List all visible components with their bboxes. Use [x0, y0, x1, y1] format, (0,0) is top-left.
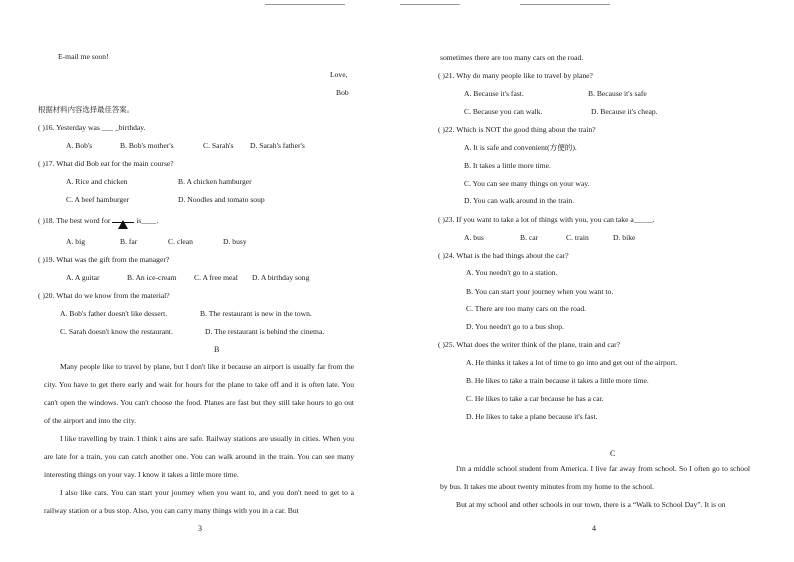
option-17c[interactable]: C. A beef hamburger: [66, 195, 130, 204]
passage-b-p3: I also like cars. You can start your journey when you want to, and you don't need to get to a railway station or a bus stop. Also, you can carry many things with you in a car. But: [44, 488, 354, 515]
question-19: ( )19. What was the gift from the manager?: [38, 255, 170, 264]
option-22b[interactable]: B. It takes a little more time.: [464, 161, 551, 170]
option-19a[interactable]: A. A guitar: [66, 273, 100, 282]
option-25a[interactable]: A. He thinks it takes a lot of time to go into and get out of the airport.: [466, 358, 678, 367]
option-21d[interactable]: D. Because it's cheap.: [591, 107, 658, 116]
question-23: ( )23. If you want to take a lot of things with you, you can take a_____.: [438, 215, 655, 224]
section-c-heading: C: [610, 449, 616, 458]
option-24c[interactable]: C. There are too many cars on the road.: [466, 304, 587, 313]
page-number-4: 4: [592, 524, 596, 533]
option-18b[interactable]: B. far: [120, 237, 138, 246]
option-18c[interactable]: C. clean: [168, 237, 193, 246]
blank-marker-icon: [118, 220, 128, 229]
question-18: [38, 216, 158, 226]
option-18a[interactable]: A. big: [66, 237, 85, 246]
header-rule-mid: [400, 4, 460, 5]
header-rule-left: [265, 4, 345, 5]
option-20c[interactable]: C. Sarah doesn't know the restaurant.: [60, 327, 173, 336]
option-22a[interactable]: A. It is safe and convenient(方便的).: [464, 143, 577, 152]
option-19b[interactable]: B. An ice-cream: [127, 273, 177, 282]
option-21b[interactable]: B. Because it's safe: [588, 89, 647, 98]
closing-love: Love,: [330, 70, 348, 79]
question-25: ( )25. What does the writer think of the plane, train and car?: [438, 340, 621, 349]
option-23a[interactable]: A. bus: [464, 233, 484, 242]
question-22: ( )22. Which is NOT the good thing about the train?: [438, 125, 596, 134]
option-20a[interactable]: A. Bob's father doesn't like dessert.: [60, 309, 168, 318]
option-16d[interactable]: D. Sarah's father's: [250, 141, 305, 150]
closing-email: E-mail me soon!: [58, 52, 109, 61]
option-20b[interactable]: B. The restaurant is new in the town.: [200, 309, 312, 318]
option-23b[interactable]: B. car: [520, 233, 539, 242]
option-22c[interactable]: C. You can see many things on your way.: [464, 179, 590, 188]
option-16c[interactable]: C. Sarah's: [203, 141, 234, 150]
question-20: ( )20. What do we know from the material?: [38, 291, 170, 300]
section-b-heading: B: [214, 345, 220, 354]
question-21: ( )21. Why do many people like to travel by plane?: [438, 71, 593, 80]
option-19d[interactable]: D. A birthday song: [252, 273, 310, 282]
option-23d[interactable]: D. bike: [613, 233, 636, 242]
option-22d[interactable]: D. You can walk around in the train.: [464, 196, 575, 205]
option-23c[interactable]: C. train: [566, 233, 589, 242]
option-25b[interactable]: B. He likes to take a train because it takes a little more time.: [466, 376, 649, 385]
option-17d[interactable]: D. Noodles and tomato soup: [178, 195, 265, 204]
option-17b[interactable]: B. A chicken hamburger: [178, 177, 252, 186]
question-24: ( )24. What is the bad things about the car?: [438, 251, 569, 260]
option-24a[interactable]: A. You needn't go to a station.: [466, 268, 558, 277]
option-25c[interactable]: C. He likes to take a car because he has a car.: [466, 394, 604, 403]
question-18-stem-b: is____.: [136, 216, 159, 225]
option-24d[interactable]: D. You needn't go to a bus shop.: [466, 322, 564, 331]
continuation-line: sometimes there are too many cars on the road.: [440, 53, 584, 62]
option-21c[interactable]: C. Because you can walk.: [464, 107, 543, 116]
option-16b[interactable]: B. Bob's mother's: [120, 141, 174, 150]
page-number-3: 3: [198, 524, 202, 533]
passage-b-p2: I like travelling by train. I think t ains are safe. Railway stations are usually in cities. When you are late for a train, you can catch another one. You can walk around in the train. You can see many interesting things on your vay. I know it takes a little more time.: [44, 434, 354, 479]
instruction: 根据材料内容选择最佳答案。: [38, 105, 135, 114]
passage-b-p1: Many people like to travel by plane, but I don't like it because an airport is usually far from the city. You have to get there early and wait for hours for the plane to take off and it is often late. You can't open the windows. You can't choose the food. Planes are fast but they still take hours to go out of the airport and into the city.: [44, 362, 354, 425]
option-16a[interactable]: A. Bob's: [66, 141, 93, 150]
option-19c[interactable]: C. A free meal: [194, 273, 238, 282]
option-24b[interactable]: B. You can start your journey when you want to.: [466, 287, 614, 296]
question-16: ( )16. Yesterday was ___ _birthday.: [38, 123, 146, 132]
question-18-stem-a: ( )18. The best word for: [38, 216, 111, 225]
option-18d[interactable]: D. busy: [223, 237, 247, 246]
option-25d[interactable]: D. He likes to take a plane because it's fast.: [466, 412, 598, 421]
passage-c-p2: But at my school and other schools in our town, there is a “Walk to School Day”. It is on: [456, 500, 726, 509]
option-21a[interactable]: A. Because it's fast.: [464, 89, 524, 98]
question-17: ( )17. What did Bob eat for the main course?: [38, 159, 174, 168]
header-rule-right: [520, 4, 610, 5]
closing-name: Bob: [336, 88, 349, 97]
option-17a[interactable]: A. Rice and chicken: [66, 177, 128, 186]
option-20d[interactable]: D. The restaurant is behind the cinema.: [205, 327, 325, 336]
passage-c-p1: I'm a middle school student from America. I live far away from school. So I often go to school by bus. It takes me about twenty minutes from my home to the school.: [440, 464, 750, 491]
